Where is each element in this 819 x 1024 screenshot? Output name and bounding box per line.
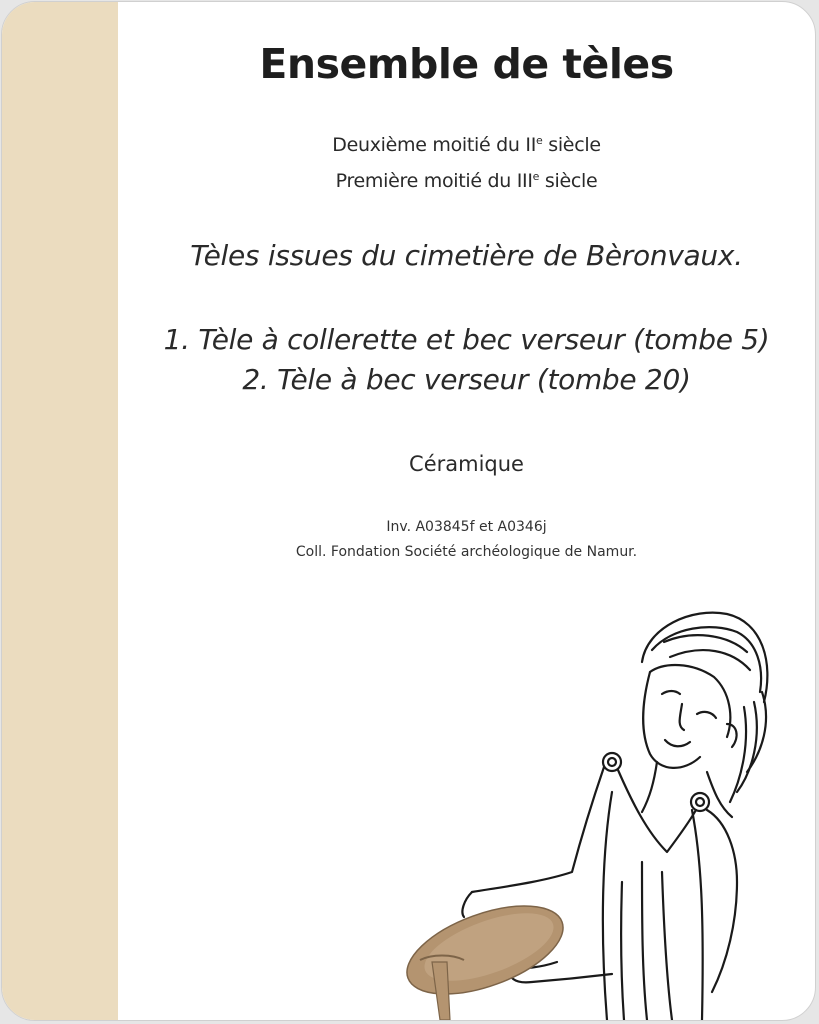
page-title: Ensemble de tèles [259,40,674,88]
woman-holding-ceramic-dish-illustration [2,2,816,1021]
list-item: 2. Tèle à bec verseur (tombe 20) [242,363,691,396]
date-line-1-sup: e [536,134,543,147]
date-line-2-sup: e [532,170,540,183]
date-line-1-text: Deuxième moitié du II [332,134,537,156]
collection-credit: Coll. Fondation Société archéologique de Namur. [295,544,638,560]
list-item: 1. Tèle à collerette et bec verseur (tombe 5) [163,323,770,356]
info-card [1,1,816,1021]
date-line-1-suffix: siècle [542,134,601,156]
date-line-2-text: Première moitié du III [335,170,533,192]
material-label: Céramique [409,452,524,476]
ceramic-dish [396,888,575,1020]
inventory-number: Inv. A03845f et A0346j [386,519,547,535]
date-line-2-suffix: siècle [539,170,598,192]
subtitle: Tèles issues du cimetière de Bèronvaux. [190,239,743,272]
